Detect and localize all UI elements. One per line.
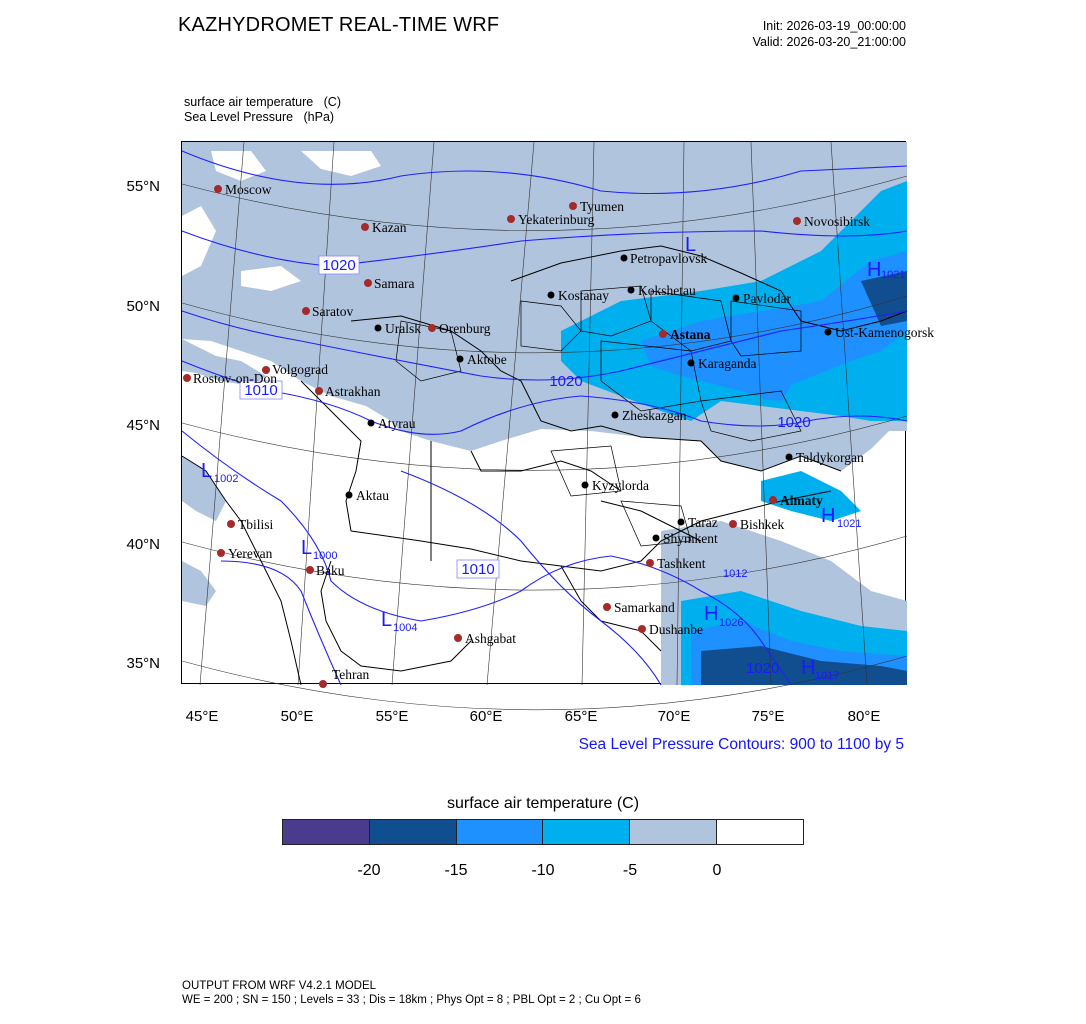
lon-label-80: 80°E <box>847 708 881 725</box>
lon-label-50: 50°E <box>280 708 314 725</box>
city-kyzylorda: Kyzylorda <box>592 478 649 493</box>
city-uralsk: Uralsk <box>385 321 421 336</box>
city-atyrau: Atyrau <box>378 416 416 431</box>
city-samara: Samara <box>374 276 415 291</box>
city-ust-kamenogorsk: Ust-Kamenogorsk <box>835 325 934 340</box>
footer-model: OUTPUT FROM WRF V4.2.1 MODEL <box>182 980 377 992</box>
city-shymkent: Shymkent <box>663 531 718 546</box>
pressure-label: 1020 <box>322 257 356 274</box>
colorbar-swatch <box>630 820 717 844</box>
lon-label-60: 60°E <box>469 708 503 725</box>
city-tbilisi: Tbilisi <box>238 517 274 532</box>
city-orenburg: Orenburg <box>439 321 491 336</box>
city-petropavlovsk: Petropavlovsk <box>630 251 708 266</box>
city-astrakhan: Astrakhan <box>325 384 381 399</box>
lon-label-45: 45°E <box>185 708 219 725</box>
city-karaganda: Karaganda <box>698 356 757 371</box>
pressure-mark: 1020 <box>746 660 780 677</box>
pressure-mark: 1004 <box>393 622 418 634</box>
city-saratov: Saratov <box>312 304 354 319</box>
lon-label-55: 55°E <box>375 708 409 725</box>
city-zheskazgan: Zheskazgan <box>622 408 687 423</box>
city-kazan: Kazan <box>372 220 407 235</box>
colorbar-swatch <box>283 820 370 844</box>
pressure-label: 1010 <box>461 561 495 578</box>
city-volgograd: Volgograd <box>272 362 328 377</box>
pressure-mark: 1002 <box>214 473 239 485</box>
pressure-label: 1010 <box>244 382 278 399</box>
pressure-mark: L <box>381 609 393 631</box>
pressure-mark: L <box>301 537 313 559</box>
colorbar <box>282 819 804 845</box>
valid-time: Valid: 2026-03-20_21:00:00 <box>752 35 906 49</box>
city-tyumen: Tyumen <box>580 199 625 214</box>
city-ashgabat: Ashgabat <box>465 631 516 646</box>
pressure-mark: 1021 <box>837 518 862 530</box>
chart-title: KAZHYDROMET REAL-TIME WRF <box>178 14 500 36</box>
city-astana: Astana <box>670 327 711 342</box>
pressure-mark: L <box>685 234 697 256</box>
city-aktau: Aktau <box>356 488 389 503</box>
city-tashkent: Tashkent <box>657 556 706 571</box>
legend-title: surface air temperature (C) <box>446 795 640 812</box>
colorbar-tick: -10 <box>531 862 555 879</box>
lat-label-40: 40°N <box>126 536 160 553</box>
city-aktobe: Aktobe <box>467 352 507 367</box>
pressure-mark: H <box>821 505 836 527</box>
city-pavlodar: Pavlodar <box>743 291 791 306</box>
pressure-mark: 1017 <box>815 670 840 682</box>
pressure-mark: 1021 <box>881 269 906 281</box>
colorbar-swatch <box>370 820 457 844</box>
city-yerevan: Yerevan <box>228 546 273 561</box>
init-time: Init: 2026-03-19_00:00:00 <box>762 19 906 33</box>
city-baku: Baku <box>316 563 345 578</box>
pressure-mark: 1000 <box>313 550 338 562</box>
colorbar-tick: -20 <box>357 862 381 879</box>
lon-label-65: 65°E <box>564 708 598 725</box>
colorbar-swatch <box>717 820 803 844</box>
city-taraz: Taraz <box>688 515 718 530</box>
pressure-mark: 1026 <box>719 617 744 629</box>
slp-contour-caption: Sea Level Pressure Contours: 900 to 1100 by 5 <box>578 736 904 753</box>
city-bishkek: Bishkek <box>740 517 785 532</box>
lon-label-70: 70°E <box>657 708 691 725</box>
city-moscow: Moscow <box>225 182 272 197</box>
pressure-label: 1020 <box>549 373 583 390</box>
pressure-mark: H <box>704 603 719 625</box>
city-kokshetau: Kokshetau <box>638 283 696 298</box>
field-label-pressure: Sea Level Pressure (hPa) <box>184 110 335 124</box>
colorbar-swatch <box>457 820 544 844</box>
lat-label-55: 55°N <box>126 178 160 195</box>
city-yekaterinburg: Yekaterinburg <box>518 212 595 227</box>
footer-config: WE = 200 ; SN = 150 ; Levels = 33 ; Dis = 18km ; Phys Opt = 8 ; PBL Opt = 2 ; Cu Opt = 6 <box>182 994 641 1006</box>
colorbar-tick: -15 <box>444 862 468 879</box>
colorbar-tick: -5 <box>622 862 638 879</box>
city-kostanay: Kostanay <box>558 288 609 303</box>
pressure-mark: 1012 <box>723 568 748 580</box>
pressure-mark: H <box>801 657 816 679</box>
lat-label-50: 50°N <box>126 298 160 315</box>
city-almaty: Almaty <box>780 493 823 508</box>
city-rostov: Rostov-on-Don <box>193 371 277 386</box>
pressure-mark: L <box>201 460 213 482</box>
pressure-label: 1020 <box>777 414 811 431</box>
lon-label-75: 75°E <box>751 708 785 725</box>
city-samarkand: Samarkand <box>614 600 675 615</box>
map-panel <box>181 141 934 684</box>
field-label-temperature: surface air temperature (C) <box>184 95 341 109</box>
lat-label-45: 45°N <box>126 417 160 434</box>
pressure-mark: H <box>867 259 882 281</box>
city-dushanbe: Dushanbe <box>649 622 703 637</box>
colorbar-swatch <box>543 820 630 844</box>
colorbar-tick: 0 <box>712 862 722 879</box>
weather-map <box>182 142 934 685</box>
city-taldykorgan: Taldykorgan <box>796 450 864 465</box>
city-novosibirsk: Novosibirsk <box>804 214 871 229</box>
city-tehran: Tehran <box>332 667 370 682</box>
lat-label-35: 35°N <box>126 655 160 672</box>
